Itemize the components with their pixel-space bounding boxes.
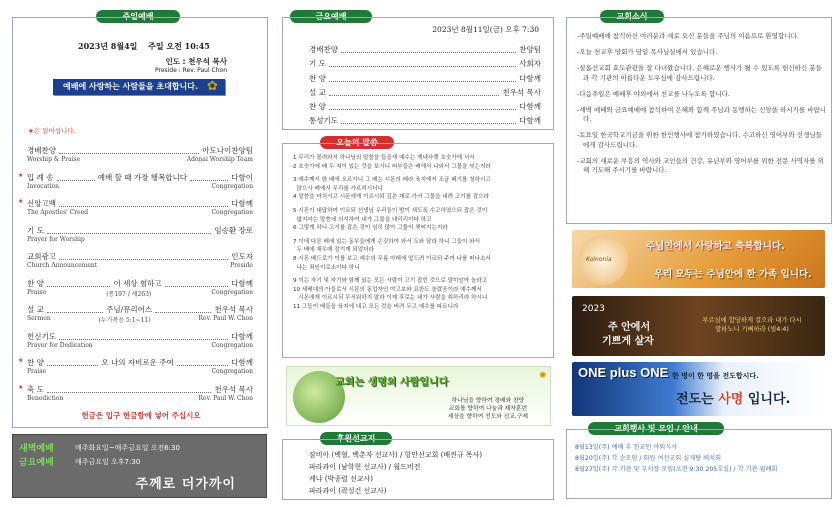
leader-dots [47, 392, 212, 393]
stand-star-icon: ★ [18, 171, 24, 179]
friday-worship-column [282, 0, 554, 507]
dawn-label: 새벽예배 [19, 444, 54, 454]
order-line [27, 172, 253, 183]
friday-order-row [309, 69, 541, 83]
order-item-title: 축 도 [27, 384, 44, 394]
leader-dots [47, 312, 103, 313]
order-sub-line [27, 289, 253, 298]
scripture-verse: 4 말씀을 마치시고 시몬에게 이르시되 깊은 데로 가서 그물을 내려 고기를 잡으라 [293, 194, 490, 201]
scripture-verse: 5 시몬이 대답하여 이르되 선생님 우리들이 밤이 새도록 수고하였으되 잡은 것이 [293, 207, 488, 214]
scripture-verse: 2 호숫가에 배 두 척이 있는 것을 보시니 어부들은 배에서 나와서 그물을 씻는지라 [293, 163, 491, 170]
leader-dots [47, 286, 111, 287]
support-list [309, 449, 482, 497]
banner3-title: ONE plus ONE [578, 365, 669, 380]
scripture-verse: 3 예수께서 한 배에 오르시니 그 배는 시몬의 배라 육지에서 조금 떼기를 청하시고 [293, 177, 491, 184]
one-plus-one-banner [572, 362, 825, 416]
order-item-title: 헌신기도 [27, 331, 56, 341]
banner3-main-a: 전도는 [676, 392, 719, 407]
leader-dots [47, 233, 212, 234]
order-item-leader-en: Preside [230, 262, 253, 269]
banner1-line2: 우리 모두는 주님안에 한 가족 입니다. [654, 269, 812, 280]
banner2-verse-1: 부르심에 합당하게 걸으라 내가 다시 [702, 317, 802, 324]
worship-order-row [27, 225, 253, 252]
stand-star-icon: ★ [18, 357, 24, 364]
friday-worship-header: 금요예배 [290, 10, 372, 23]
friday-item-title: 경배찬양 [309, 45, 338, 55]
worship-order-row [27, 331, 253, 358]
friday-order-row [309, 112, 541, 126]
scripture-verse: 시몬에게 이르시되 무서워하지 말라 이제 후로는 네가 사람을 취하리라 하시니 [293, 295, 488, 302]
friday-date: 2023년 8월11일(금) 오후 7:30 [432, 25, 539, 34]
worship-order-list [18, 145, 254, 410]
friday-item-title: 찬 양 [309, 73, 326, 83]
friday-item-leader: 사회자 [519, 59, 541, 69]
rejoice-banner [572, 296, 825, 356]
koinonia-banner [572, 230, 825, 288]
church-news-column [566, 0, 835, 507]
order-item-leader-en: Congregation [211, 182, 253, 190]
news-item: -살롬선교회 효도관광을 잘 다녀왔습니다. 은혜로운 행사가 될 수 있도록 헌신하신 분들과 각 기관의 아름다운 도우심에 감사드립니다. [577, 64, 822, 82]
friday-item-title: 설 교 [309, 87, 326, 97]
order-item-title: 기 도 [27, 225, 44, 235]
worship-order-row [18, 171, 253, 199]
order-item-leader: 아도나이찬양팀 [202, 146, 253, 155]
worship-order-row [27, 278, 253, 305]
leader-dots [59, 153, 199, 154]
church-news-header: 교회소식 [600, 10, 664, 23]
friday-item-title: 기 도 [309, 59, 326, 69]
leader-dots [57, 180, 95, 181]
worship-order-row [27, 145, 253, 172]
order-item-ref: (통197 / 새263) [106, 290, 152, 298]
sunday-worship-column [0, 0, 272, 507]
events-frame [566, 429, 832, 499]
leader-dots [47, 365, 99, 366]
friday-order-row [309, 41, 541, 55]
order-item-title: 경배찬양 [27, 146, 56, 155]
order-sub-line [27, 236, 253, 243]
mission-banner [286, 366, 551, 426]
leader-dots [329, 81, 516, 82]
mission-line-2: 교회를 향하여 나눔과 제자훈련 [448, 406, 528, 412]
leader-dots [329, 66, 516, 67]
order-item-title: 설 교 [27, 305, 44, 314]
order-line [27, 357, 253, 368]
banner3-main-b: 사명 [718, 392, 744, 407]
friday-text: 매주금요일 오후7:30 [75, 458, 141, 466]
scripture-verse: 나는 죄인이로소이다 하니 [293, 264, 360, 271]
order-line [27, 278, 253, 289]
event-item: 8월20일(주) 각 순모임 / 회원 여선교회 심제탕 배치회 [575, 455, 722, 462]
order-sub-line [27, 368, 253, 375]
order-line [27, 145, 253, 156]
banner2-b: 기쁘게 살자 [602, 336, 654, 347]
leader-dots [155, 312, 211, 313]
order-item-hymn: 이 세상 험하고 [113, 278, 162, 288]
scripture-verse: 없지마는 말씀에 의지하여 내가 그물을 내리리이다 하고 [293, 216, 432, 223]
order-line [27, 198, 253, 209]
order-item-title: 찬 양 [27, 278, 44, 288]
preside-name-en: Preside : Rev. Paul Chon [154, 67, 227, 74]
order-sub-line [27, 342, 253, 349]
scripture-verse: 10 세베대의 아들로서 시몬의 동업자인 야고보와 요한도 놀랐음이라 예수께서 [293, 286, 482, 293]
friday-item-leader: 다함께 [519, 73, 541, 83]
news-item: -주일예배에 참석하신 여러분과 새로 오신 분들을 주님의 이름으로 환영합니다. [577, 32, 799, 40]
support-item: 파라과이 (남학현 선교사) / 월드비전 [309, 463, 421, 471]
worship-order-row [18, 357, 254, 384]
order-item-hymn: 오 나의 자비로운 주여 [101, 358, 174, 367]
stand-note: ★은 일어섭니다. [28, 127, 76, 135]
friday-item-title: 찬 양 [309, 101, 326, 111]
banner3-main-c: 입니다. [743, 392, 791, 407]
leader-dots [59, 259, 228, 260]
support-header: 후원선교지 [320, 432, 392, 445]
todays-word-header: 오늘의 말씀 [320, 136, 394, 149]
order-item-leader: 다함께 [231, 278, 253, 288]
order-item-en: Sermon [27, 315, 51, 322]
order-sub-line [27, 262, 253, 269]
scripture-verse: 두 배에 채우매 잠기게 되었더라 [293, 247, 374, 254]
banner3-sub: 한 명이 한 명을 전도합시다. [672, 372, 759, 380]
worship-order-row [18, 383, 253, 411]
service-time: 주일 오전 10:45 [148, 41, 210, 51]
order-item-leader: 다함께 [231, 331, 253, 341]
order-item-title: 찬 양 [27, 358, 44, 367]
order-line [27, 225, 253, 236]
friday-item-leader: 찬양팀 [519, 45, 541, 55]
friday-item-leader: 천우석 목사 [502, 87, 541, 97]
friday-item-title: 통성기도 [309, 116, 338, 126]
banner2-year: 2023 [582, 304, 605, 314]
friday-order-list [309, 41, 541, 126]
leader-dots [341, 52, 516, 53]
order-item-en: Praise [27, 288, 47, 296]
church-news-frame [566, 17, 832, 224]
worship-order-row [27, 251, 253, 278]
leader-dots [341, 123, 516, 124]
event-item: 8월27일(주) 각 기관 및 부서장 모임(오전 9:30 205호실) / 각 기관 월례회 [575, 466, 778, 473]
order-item-leader: 다함께 [231, 358, 254, 367]
event-item: 8월13일(주) 예배 후 친교인 야외식사 [575, 444, 678, 451]
order-item-hymn: 예배 할 때 가장 행복합니다 [97, 172, 187, 182]
order-item-leader: 천우석 목사 [214, 384, 253, 394]
order-item-en: Church Announcement [27, 262, 98, 269]
order-item-hymn: 주님/뮤리어스 [106, 305, 153, 314]
scripture-text [293, 154, 551, 312]
order-item-leader-en: Congregation [211, 209, 253, 216]
koinonia-logo: Koinonia [586, 256, 612, 263]
order-item-leader: 다함께 [231, 199, 253, 208]
scripture-verse: 앉으사 배에서 무리를 가르치시더니 [293, 185, 383, 192]
leader-dots [329, 95, 500, 96]
dawn-text: 매주화요일~매주금요일 오전6:30 [75, 444, 180, 452]
order-item-leader-en: Congregation [211, 368, 253, 375]
leader-dots [165, 286, 229, 287]
order-line [27, 384, 253, 395]
mission-line-1: 하나님을 향하여 경배와 찬양 [451, 398, 525, 404]
friday-worship-frame [282, 17, 554, 130]
scripture-verse: 7 이에 다른 배에 있는 동무들에게 손짓하여 와서 도와 달라 하니 그들이 와서 [293, 238, 481, 245]
sunday-worship-header: 주일예배 [96, 10, 180, 23]
news-item: -새벽 예배와 금요예배에 참석하여 은혜와 함께 주님과 동행하는 신앙을 하시기를 바랍니다. [577, 106, 827, 124]
leader-dots [59, 206, 228, 207]
order-item-leader: 다함이 [231, 172, 253, 182]
news-item: -오늘 천교후 당회가 담임 목사님실에서 있습니다. [577, 48, 718, 57]
scripture-verse: 8 시몬 베드로가 이를 보고 예수의 무릎 아래에 엎드려 이르되 주여 나를 떠나소서 [293, 255, 491, 262]
mission-line-3: 세상을 향하여 전도와 선교,구제 [447, 414, 528, 420]
dawn-prayer-box [12, 434, 267, 498]
mission-title: 교회는 생명의 사람입니다 [335, 377, 449, 388]
banner2-a: 주 안에서 [608, 322, 651, 333]
order-item-en: Prayer for Dedication [27, 341, 93, 349]
banner1-line1: 주님안에서 사랑하고 축복합니다. [646, 241, 785, 252]
order-item-en: Invocation [27, 182, 59, 190]
events-header: 교회행사 및 모임 / 안내 [588, 422, 724, 435]
support-item: 잠비아 (백혈, 백춘자 선교사) / 항만선교회 (배진규 목사) [309, 451, 483, 459]
order-line [27, 251, 253, 262]
order-item-title: 신앙고백 [27, 199, 56, 208]
order-sub-line [27, 315, 253, 324]
support-item: 케냐 (박종렬 선교사) [309, 475, 374, 483]
friday-item-leader: 다함께 [519, 116, 541, 126]
order-line [27, 331, 253, 342]
order-item-en: Benediction [27, 394, 64, 402]
order-item-leader-en: Adonai Worship Team [186, 156, 253, 163]
banner2-verse-2: 말하노니 기뻐하라 (빌4:4) [715, 326, 789, 333]
friday-order-row [309, 55, 541, 69]
order-item-en: Worship & Praise [27, 156, 81, 163]
events-list [575, 442, 829, 475]
stand-star-icon: ★ [18, 383, 24, 391]
stand-star-icon: ★ [18, 198, 24, 205]
leader-dots [59, 339, 228, 340]
order-line [27, 304, 253, 315]
news-list [577, 32, 827, 182]
news-item: -다음주일은 예배후 야외에서 친교를 나누도록 합니다. [577, 89, 730, 98]
order-item-leader: 임승환 장로 [214, 225, 253, 235]
order-sub-line [27, 156, 253, 163]
scripture-verse: 6 그렇게 하니 고기를 잡은 것이 심히 많아 그물이 찢어지는지라 [293, 225, 448, 232]
preside-name: 인도 : 천우석 목사 [165, 57, 227, 66]
order-item-title: 교회광고 [27, 252, 56, 261]
worship-order-row [18, 198, 253, 225]
leader-dots [177, 365, 229, 366]
dawn-footer: 주께로 더가까이 [135, 477, 236, 492]
order-item-leader-en: Congregation [211, 288, 253, 296]
order-item-leader-en: Rev. Paul W. Chon [198, 315, 253, 322]
order-item-ref: (누가복음 5:1~11) [98, 317, 151, 324]
invite-banner: 예배에 사랑하는 사람들을 초대합니다. [53, 79, 225, 95]
scripture-verse: 9 이는 자기 및 자기와 함께 있는 모든 사람이 고기 잡힌 것으로 말미암아 놀라고 [293, 278, 488, 285]
scripture-verse: 1 무리가 몰려와서 하나님의 말씀을 들을새 예수는 게네사렛 호숫가에 서서 [293, 155, 475, 161]
offering-note: 헌금은 입구 헌금함에 넣어 주십시오 [81, 411, 201, 420]
friday-order-row [309, 84, 541, 98]
worship-order-row [27, 304, 253, 331]
leader-dots [190, 180, 228, 181]
news-item: -토요일 한국학교기금을 위한 한인행사에 참가하였습니다. 수고하신 영어부와 선생님들에게 감사드립니다. [577, 131, 822, 149]
order-sub-line [27, 395, 253, 402]
order-sub-line [27, 183, 253, 190]
order-item-leader-en: Congregation [211, 341, 253, 349]
order-item-leader-en: Rev. Paul W. Chon [198, 394, 253, 402]
support-frame [282, 439, 554, 500]
service-date: 2023년 8월4일 [78, 41, 138, 51]
todays-word-frame [282, 143, 554, 358]
news-item: -교회의 새로운 부흥의 역사와 교인들의 건강, 유년부와 영어부를 위한 전문 사역자를 위해 기도해 주시기를 바랍니다. [577, 156, 824, 175]
order-item-title: 입 례 송 [27, 172, 54, 182]
friday-label: 금요예배 [19, 458, 54, 468]
order-item-leader: 천우석 목사 [214, 305, 254, 314]
sparkle-icon: ✺ [539, 371, 547, 381]
flower-icon: ✿ [207, 79, 218, 94]
order-item-en: The Apostles' Creed [27, 209, 89, 216]
sunday-worship-frame [12, 17, 268, 428]
scripture-verse: 11 그들이 배들을 육지에 대고 모든 것을 버려 두고 예수를 따르니라 [293, 303, 459, 310]
order-sub-line [27, 209, 253, 216]
order-item-en: Prayer for Worship [27, 235, 85, 243]
order-item-leader: 인도자 [231, 252, 253, 261]
friday-item-leader: 다함께 [519, 101, 541, 111]
support-item: 파라과이 (곽성건 선교사) [309, 487, 387, 495]
leader-dots [329, 109, 516, 110]
friday-order-row [309, 98, 541, 112]
order-item-en: Praise [27, 368, 47, 375]
